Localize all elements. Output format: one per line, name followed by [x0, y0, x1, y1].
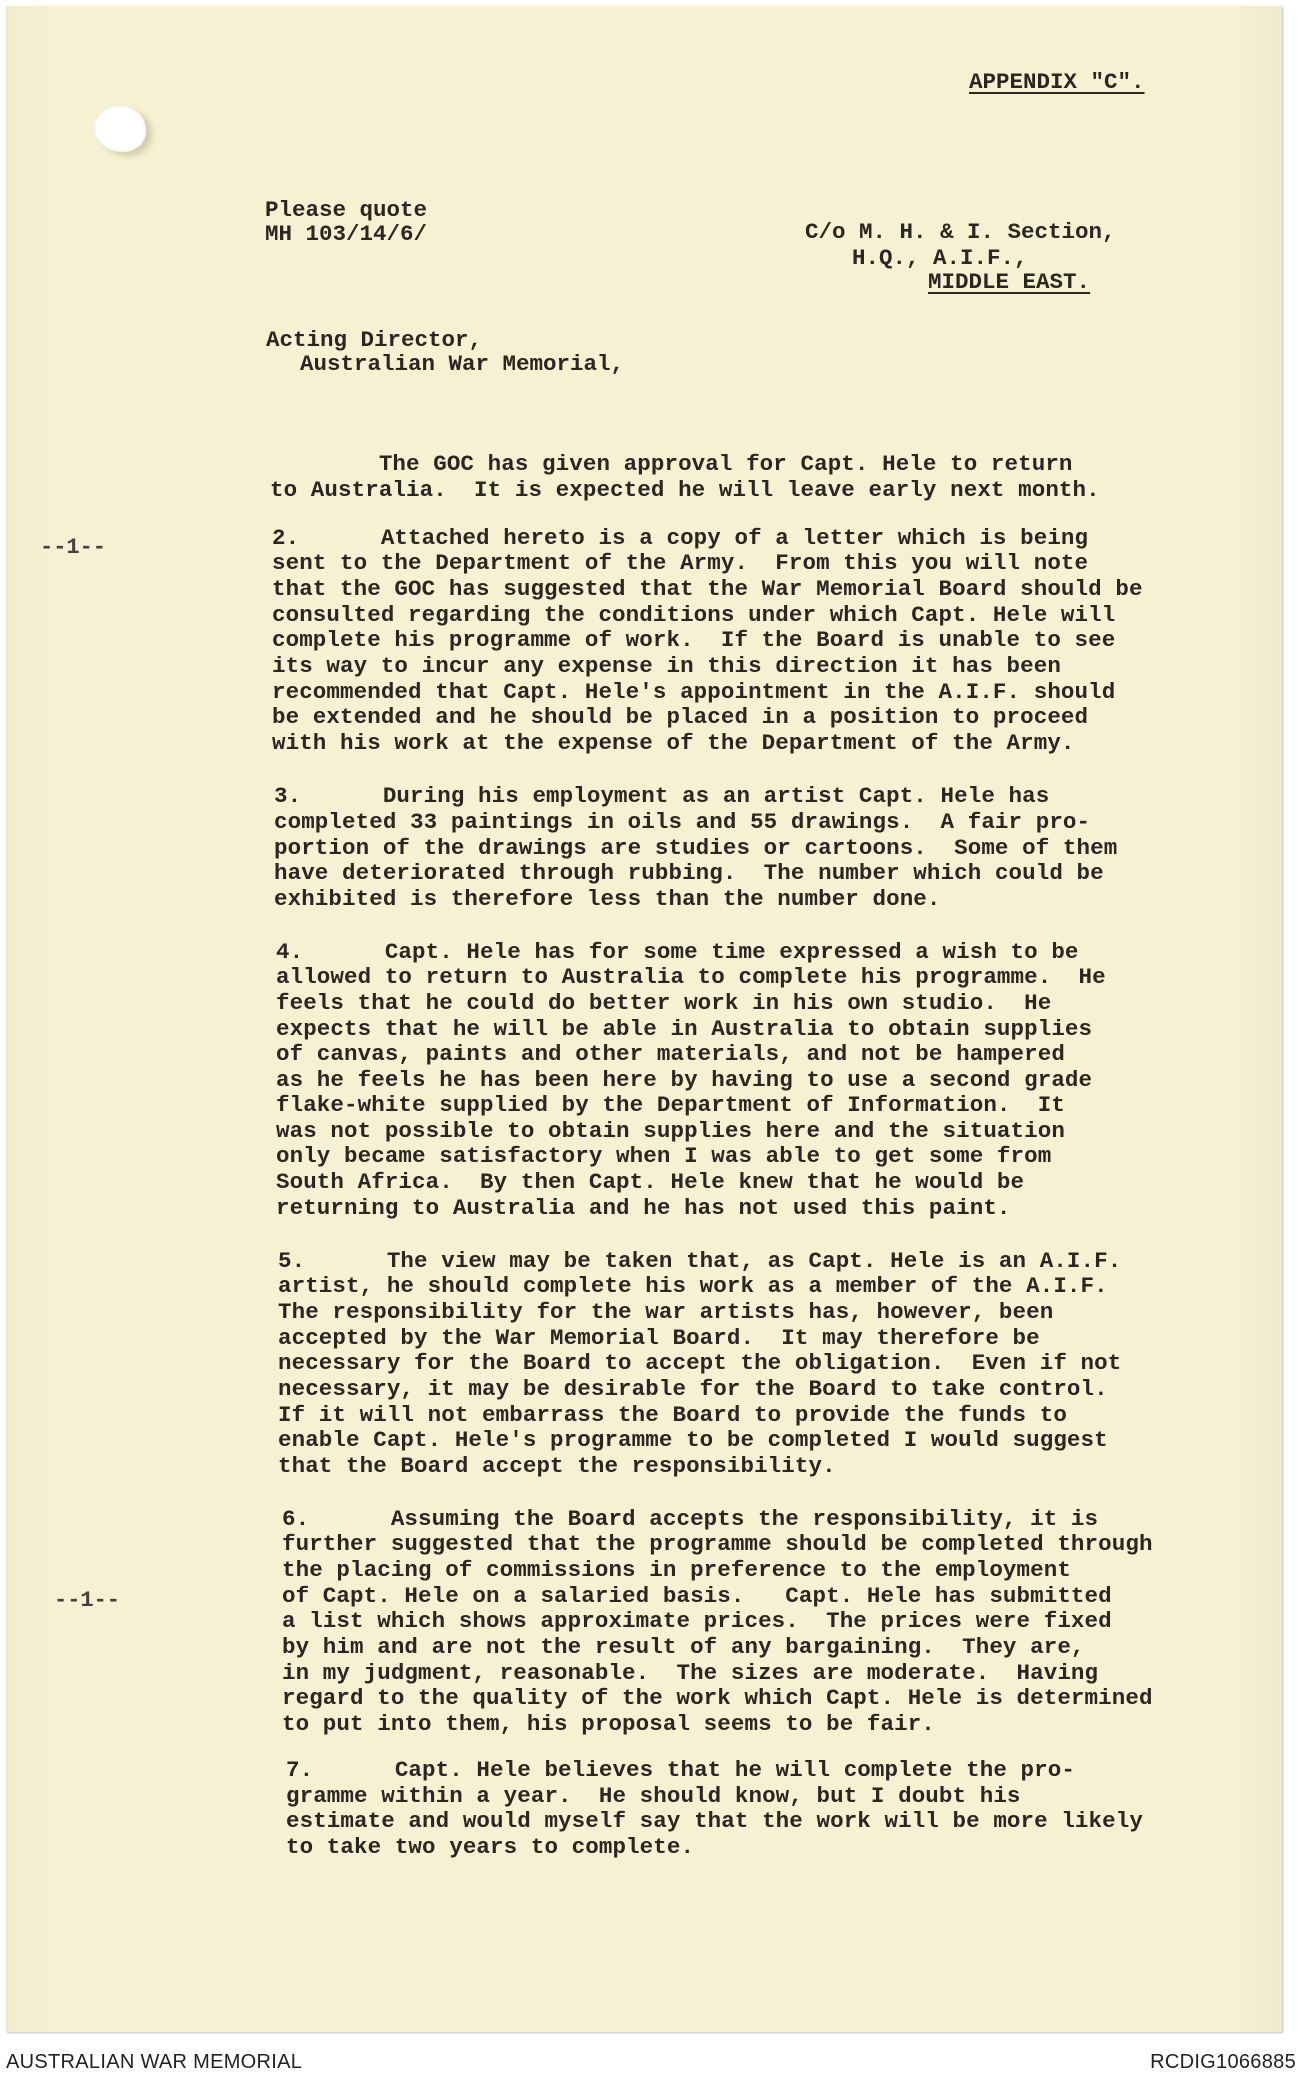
- paragraph-line: sent to the Department of the Army. From this you will note: [272, 550, 1089, 576]
- appendix-heading: APPENDIX "C".: [969, 69, 1145, 95]
- paragraph-line: portion of the drawings are studies or cartoons. Some of them: [274, 835, 1118, 861]
- reference-number: MH 103/14/6/: [265, 221, 428, 247]
- paragraph-line: completed 33 paintings in oils and 55 drawings. A fair pro-: [274, 809, 1091, 835]
- margin-note: --1--: [40, 535, 107, 560]
- paragraph-line: returning to Australia and he has not used this paint.: [276, 1195, 1011, 1221]
- paragraph-line: feels that he could do better work in his own studio. He: [276, 990, 1052, 1016]
- paragraph-line: by him and are not the result of any bargaining. They are,: [282, 1634, 1085, 1660]
- paragraph-line: only became satisfactory when I was able to get some from: [276, 1143, 1052, 1169]
- recipient-line: Acting Director,: [266, 327, 483, 353]
- paragraph-line: in my judgment, reasonable. The sizes are moderate. Having: [282, 1660, 1099, 1686]
- paragraph-line: 7. Capt. Hele believes that he will complete the pro-: [286, 1757, 1075, 1783]
- paragraph-line: further suggested that the programme should be completed through: [282, 1531, 1153, 1557]
- paragraph-line: to take two years to complete.: [286, 1834, 695, 1860]
- paragraph-line: its way to incur any expense in this direction it has been: [272, 653, 1061, 679]
- paragraph-line: The responsibility for the war artists has, however, been: [278, 1299, 1054, 1325]
- paragraph-line: allowed to return to Australia to complete his programme. He: [276, 964, 1106, 990]
- paragraph-line: complete his programme of work. If the Board is unable to see: [272, 627, 1116, 653]
- paragraph-line: 4. Capt. Hele has for some time expressed a wish to be: [276, 939, 1079, 965]
- paragraph-line: gramme within a year. He should know, but I doubt his: [286, 1783, 1021, 1809]
- address-line: C/o M. H. & I. Section,: [805, 219, 1116, 245]
- paragraph-line: 2. Attached hereto is a copy of a letter which is being: [272, 525, 1089, 551]
- paragraph-line: have deteriorated through rubbing. The number which could be: [274, 860, 1104, 886]
- recipient-line: Australian War Memorial,: [300, 351, 625, 377]
- paragraph-line: 5. The view may be taken that, as Capt. Hele is an A.I.F.: [278, 1248, 1122, 1274]
- paragraph-line: regard to the quality of the work which Capt. Hele is determined: [282, 1685, 1153, 1711]
- paragraph-line: estimate and would myself say that the work will be more likely: [286, 1808, 1143, 1834]
- paragraph-line: as he feels he has been here by having to use a second grade: [276, 1067, 1093, 1093]
- paragraph-line: was not possible to obtain supplies here and the situation: [276, 1118, 1065, 1144]
- paragraph-line: necessary, it may be desirable for the Board to take control.: [278, 1376, 1108, 1402]
- paragraph-line: that the GOC has suggested that the War Memorial Board should be: [272, 576, 1143, 602]
- paragraph-line: enable Capt. Hele's programme to be completed I would suggest: [278, 1427, 1108, 1453]
- paragraph-line: If it will not embarrass the Board to provide the funds to: [278, 1402, 1067, 1428]
- paragraph-line: exhibited is therefore less than the number done.: [274, 886, 941, 912]
- paragraph-line: consulted regarding the conditions under which Capt. Hele will: [272, 602, 1116, 628]
- footer-record-id: RCDIG1066885: [1150, 2051, 1296, 2073]
- document-page: [6, 6, 1282, 2032]
- paragraph-line: accepted by the War Memorial Board. It may therefore be: [278, 1325, 1040, 1351]
- paragraph-line: a list which shows approximate prices. The prices were fixed: [282, 1608, 1112, 1634]
- paragraph-line: 6. Assuming the Board accepts the responsibility, it is: [282, 1506, 1099, 1532]
- reference-line: Please quote: [265, 197, 428, 223]
- paragraph-line: with his work at the expense of the Department of the Army.: [272, 730, 1075, 756]
- paragraph-line: flake-white supplied by the Department of Information. It: [276, 1092, 1065, 1118]
- address-line-underlined: MIDDLE EAST.: [928, 269, 1091, 295]
- footer-archive-name: AUSTRALIAN WAR MEMORIAL: [6, 2051, 303, 2073]
- paragraph-line: South Africa. By then Capt. Hele knew that he would be: [276, 1169, 1025, 1195]
- paragraph-line: of canvas, paints and other materials, and not be hampered: [276, 1041, 1065, 1067]
- punch-hole: [94, 106, 146, 152]
- paragraph-line: expects that he will be able in Australia to obtain supplies: [276, 1016, 1093, 1042]
- paragraph-line: 3. During his employment as an artist Capt. Hele has: [274, 783, 1050, 809]
- paragraph-line: of Capt. Hele on a salaried basis. Capt. Hele has submitted: [282, 1583, 1112, 1609]
- paragraph-line: that the Board accept the responsibility.: [278, 1453, 836, 1479]
- paragraph-line: the placing of commissions in preference to the employment: [282, 1557, 1071, 1583]
- paragraph-line: artist, he should complete his work as a member of the A.I.F.: [278, 1273, 1108, 1299]
- paragraph-line: recommended that Capt. Hele's appointment in the A.I.F. should: [272, 679, 1116, 705]
- paragraph-line: The GOC has given approval for Capt. Hele to return: [270, 451, 1073, 477]
- address-line: H.Q., A.I.F.,: [852, 245, 1028, 271]
- paragraph-line: be extended and he should be placed in a position to proceed: [272, 704, 1089, 730]
- paragraph-line: to Australia. It is expected he will leave early next month.: [270, 477, 1100, 503]
- margin-note: --1--: [54, 1588, 121, 1613]
- paragraph-line: to put into them, his proposal seems to be fair.: [282, 1711, 935, 1737]
- paragraph-line: necessary for the Board to accept the obligation. Even if not: [278, 1350, 1122, 1376]
